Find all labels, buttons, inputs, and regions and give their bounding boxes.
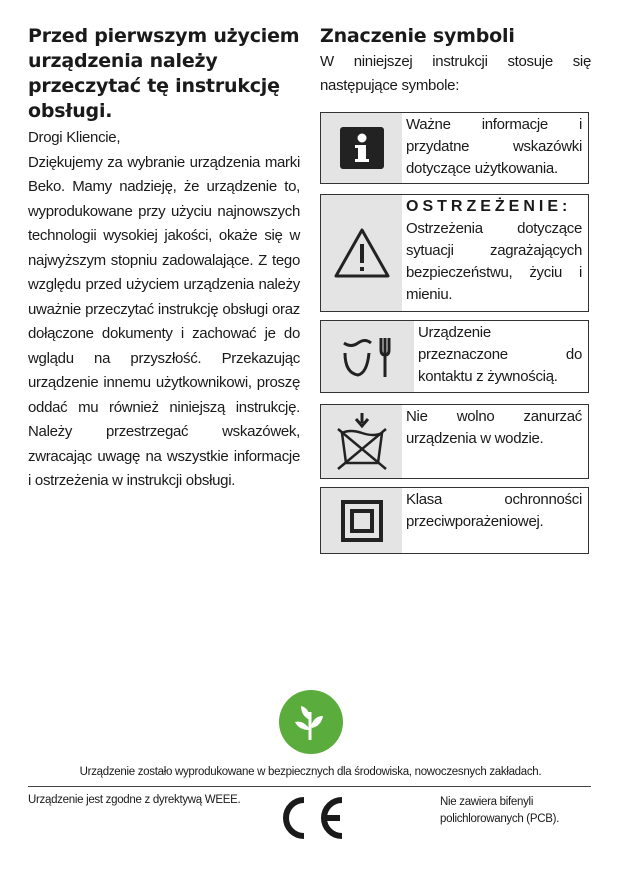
symbol-info-text: Ważne informacje i przydatne wskazówki dotyczące użytkowania.	[406, 116, 582, 177]
symbol-class-ii	[320, 487, 589, 554]
before-first-use-section	[28, 24, 300, 494]
class-ii-protection-icon	[321, 488, 402, 553]
symbol-no-immerse	[320, 404, 589, 479]
symbol-info	[320, 112, 589, 184]
symbol-warning	[320, 194, 589, 312]
warning-description: Ostrzeżenia dotyczące sytuacji zagrażających bezpieczeństwu, życiu i mieniu.	[406, 220, 582, 303]
eco-caption: Urządzenie zostało wyprodukowane w bezpiecznych dla środowiska, nowoczesnych zakładach.	[79, 766, 542, 778]
do-not-immerse-icon	[321, 405, 402, 478]
pcb-note: Nie zawiera bifenyli polichlorowanych (PCB).	[440, 796, 560, 825]
eco-leaf-icon	[279, 690, 343, 754]
warning-title: OSTRZEŻENIE:	[406, 198, 572, 215]
ce-mark-icon	[272, 794, 346, 842]
body-paragraph	[28, 126, 300, 494]
symbol-class-text: Klasa ochronności przeciwporażeniowej.	[406, 491, 582, 530]
symbol-food-text: Urządzenie przeznaczone do kontaktu z żywnością.	[418, 324, 582, 385]
symbols-section	[320, 24, 591, 530]
info-icon	[321, 113, 402, 183]
section-heading: Przed pierwszym użyciem urządzenia należy przeczytać tę instrukcję obsługi.	[28, 25, 300, 122]
symbol-food-contact	[320, 320, 589, 393]
symbol-warning-text	[402, 195, 588, 311]
symbol-immerse-text: Nie wolno zanurzać urządzenia w wodzie.	[406, 408, 582, 447]
food-contact-icon	[321, 321, 414, 392]
intro-text: Dziękujemy za wybranie urządzenia marki Beko. Mamy nadzieję, że urządzenie to, wyprodukowane przy użyciu najnowszych technologii wysokiej jakości, okaże się w najwyższym stopniu zadowalające. Z tego względu przed użyciem urządzenia należy uważnie przeczytać instrukcję obsługi oraz dołączone dokumenty i zachować je do wglądu na przyszłość. Przekazując urządzenie innemu użytkownikowi, proszę oddać mu również niniejszą instrukcję. Należy przestrzegać wskazówek, zwracając uwagę na wszystkie informacje i ostrzeżenia w instrukcji obsługi.	[28, 153, 300, 489]
symbols-heading: Znaczenie symboli	[320, 25, 515, 47]
footer-divider	[28, 786, 591, 787]
symbols-intro: W niniejszej instrukcji stosuje się następujące symbole:	[320, 53, 591, 94]
warning-triangle-icon	[321, 195, 402, 311]
greeting: Drogi Kliencie,	[28, 129, 121, 146]
weee-note: Urządzenie jest zgodne z dyrektywą WEEE.	[28, 794, 241, 806]
